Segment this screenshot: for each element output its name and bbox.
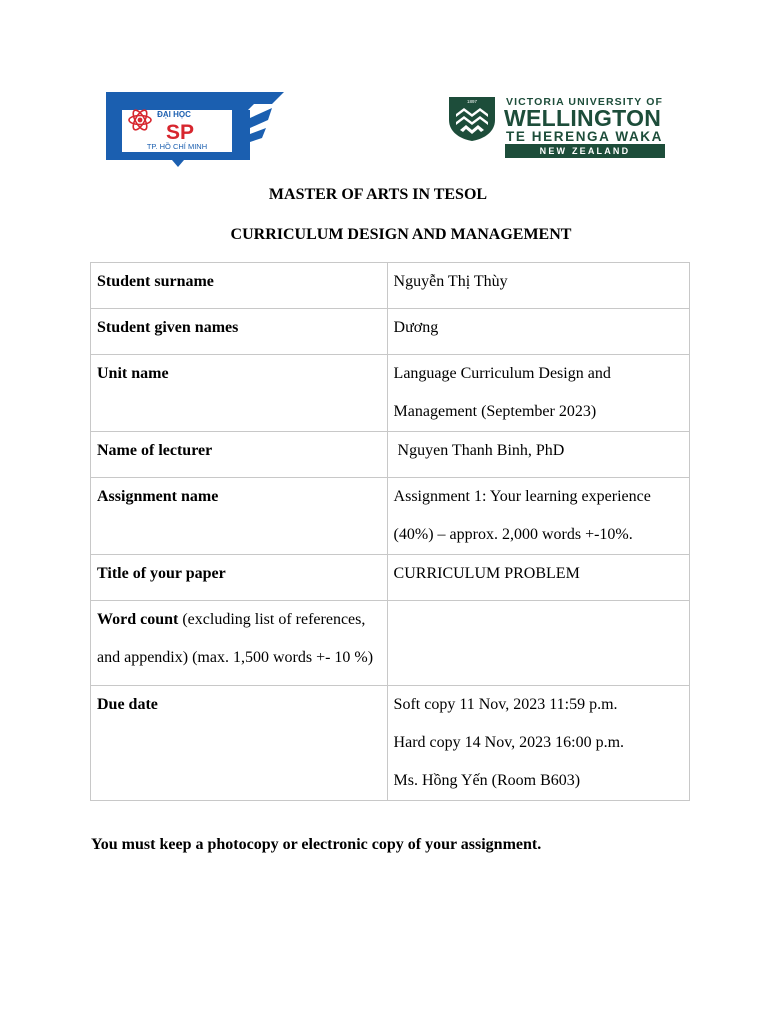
student-surname-label: Student surname: [91, 263, 388, 309]
assignment-name-label: Assignment name: [91, 478, 388, 555]
assignment-name-value: Assignment 1: Your learning experience (40%) – approx. 2,000 words +-10%.: [387, 478, 689, 555]
table-row: [91, 263, 690, 309]
shield-icon: [448, 96, 496, 142]
given-names-value: Dương: [387, 309, 689, 355]
table-row: [91, 478, 690, 555]
vuw-line2: WELLINGTON: [504, 105, 662, 131]
course-heading: CURRICULUM DESIGN AND MANAGEMENT: [230, 226, 572, 243]
hcmue-logo-line3: TP. HỒ CHÍ MINH: [146, 142, 208, 151]
table-row: [91, 601, 690, 686]
word-count-label: Word count (excluding list of references, and appendix) (max. 1,500 words +- 10 %): [91, 601, 388, 686]
paper-title-value: CURRICULUM PROBLEM: [387, 555, 689, 601]
hcmue-logo-line2: SP: [165, 121, 195, 144]
vuw-line4: NEW ZEALAND: [505, 144, 665, 158]
table-row: [91, 355, 690, 432]
table-row: [91, 309, 690, 355]
svg-text:1897: 1897: [466, 99, 478, 104]
vuw-logo: [448, 96, 668, 160]
cover-sheet-table: [90, 262, 690, 801]
word-count-value: [387, 601, 689, 686]
lecturer-value: Nguyen Thanh Binh, PhD: [387, 432, 689, 478]
hcmue-logo-line1: ĐẠI HỌC: [157, 110, 191, 119]
student-surname-value: Nguyễn Thị Thùy: [387, 263, 689, 309]
unit-name-value: Language Curriculum Design and Management (September 2023): [387, 355, 689, 432]
table-row: [91, 432, 690, 478]
vuw-line3: TE HERENGA WAKA: [506, 129, 664, 144]
vuw-line1: VICTORIA UNIVERSITY OF: [506, 96, 664, 108]
table-row: [91, 686, 690, 801]
table-row: [91, 555, 690, 601]
due-date-label: Due date: [91, 686, 388, 801]
paper-title-label: Title of your paper: [91, 555, 388, 601]
photocopy-notice: You must keep a photocopy or electronic copy of your assignment.: [91, 836, 542, 853]
due-date-value: Soft copy 11 Nov, 2023 11:59 p.m. Hard copy 14 Nov, 2023 16:00 p.m. Ms. Hồng Yến (Room B603): [387, 686, 689, 801]
given-names-label: Student given names: [91, 309, 388, 355]
program-heading: MASTER OF ARTS IN TESOL: [268, 186, 488, 203]
hcmue-logo: [104, 90, 286, 168]
unit-name-label: Unit name: [91, 355, 388, 432]
lecturer-label: Name of lecturer: [91, 432, 388, 478]
